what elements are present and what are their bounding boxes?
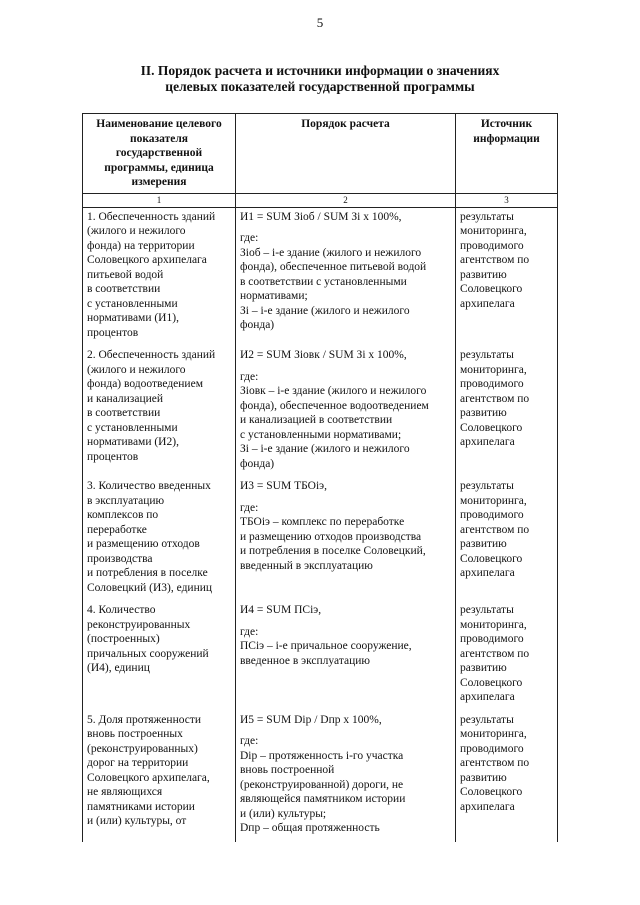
formula-description: ТБОiэ – комплекс по переработке и размещению отходов производства и потребления в поселке Соловецкий, введенный в эксплуатацию: [240, 516, 426, 572]
where-label: где:: [240, 501, 259, 514]
where-label: где:: [240, 735, 259, 747]
where-label: где:: [240, 232, 259, 244]
column-numbers-row: [83, 193, 558, 207]
section-heading-line-1: II. Порядок расчета и источники информации о значениях: [140, 63, 500, 78]
table-row: [83, 207, 558, 346]
table-row: [83, 346, 558, 477]
where-label: где:: [240, 370, 259, 383]
calculation-cell: [236, 346, 456, 477]
indicator-name: 2. Обеспеченность зданий (жилого и нежилого фонда) водоотведением и канализацией в соответствии с установленными нормативами (И2), процентов: [83, 346, 236, 477]
indicators-table: [82, 113, 558, 842]
column-number: 2: [236, 193, 456, 207]
calculation-cell: [236, 477, 456, 601]
formula-description: ПСiэ – i-е причальное сооружение, введенное в эксплуатацию: [240, 640, 412, 667]
calculation-cell: [236, 601, 456, 711]
section-heading-line-2: целевых показателей государственной программы: [165, 79, 475, 94]
table-row: [83, 711, 558, 842]
formula-description: Dip – протяженность i-го участка вновь построенной (реконструированной) дороги, не являющейся памятником истории и (или) культуры; Dпр – общая протяженность: [240, 749, 406, 834]
information-source: результаты мониторинга, проводимого агентством по развитию Соловецкого архипелага: [456, 711, 558, 842]
header-information-source: Источник информации: [456, 114, 558, 194]
information-source: результаты мониторинга, проводимого агентством по развитию Соловецкого архипелага: [456, 601, 558, 711]
information-source: результаты мониторинга, проводимого агентством по развитию Соловецкого архипелага: [456, 346, 558, 477]
header-calculation-method: Порядок расчета: [236, 114, 456, 194]
table-header-row: [83, 114, 558, 194]
information-source: результаты мониторинга, проводимого агентством по развитию Соловецкого архипелага: [456, 477, 558, 601]
column-number: 1: [83, 193, 236, 207]
table-row: [83, 477, 558, 601]
indicator-name: 1. Обеспеченность зданий (жилого и нежилого фонда) на территории Соловецкого архипелага питьевой водой в соответствии с установленными нормативами (И1), процентов: [83, 207, 236, 346]
indicator-name: 4. Количество реконструированных (построенных) причальных сооружений (И4), единиц: [83, 601, 236, 711]
formula-description: Зiоб – i-е здание (жилого и нежилого фонда), обеспеченное питьевой водой в соответствии с установленными нормативами; Зi – i-е здание (жилого и нежилого фонда): [240, 246, 427, 331]
indicator-name: 5. Доля протяженности вновь построенных (реконструированных) дорог на территории Соловецкого архипелага, не являющихся памятниками истории и (или) культуры, от: [83, 711, 236, 842]
page-number: 5: [316, 15, 324, 30]
where-label: где:: [240, 625, 259, 638]
header-indicator-name: Наименование целевого показателя государственной программы, единица измерения: [83, 114, 236, 194]
indicator-name: 3. Количество введенных в эксплуатацию комплексов по переработке и размещению отходов производства и потребления в поселке Соловецкий (И3), единиц: [83, 477, 236, 601]
column-number: 3: [456, 193, 558, 207]
table-row: [83, 601, 558, 711]
formula: И5 = SUM Dip / Dпр x 100%,: [240, 713, 382, 726]
formula: И1 = SUM Зiоб / SUM Зi x 100%,: [240, 210, 402, 223]
formula: И2 = SUM Зiовк / SUM Зi x 100%,: [240, 349, 407, 361]
formula-description: Зiовк – i-е здание (жилого и нежилого фонда), обеспеченное водоотведением и канализацией в соответствии с установленными нормативами; Зi – i-е здание (жилого и нежилого фонда): [240, 385, 429, 470]
calculation-cell: [236, 711, 456, 842]
information-source: результаты мониторинга, проводимого агентством по развитию Соловецкого архипелага: [456, 207, 558, 346]
section-heading: [0, 63, 640, 95]
formula: И3 = SUM ТБОiэ,: [240, 480, 327, 492]
formula: И4 = SUM ПСiэ,: [240, 604, 322, 616]
calculation-cell: [236, 207, 456, 346]
